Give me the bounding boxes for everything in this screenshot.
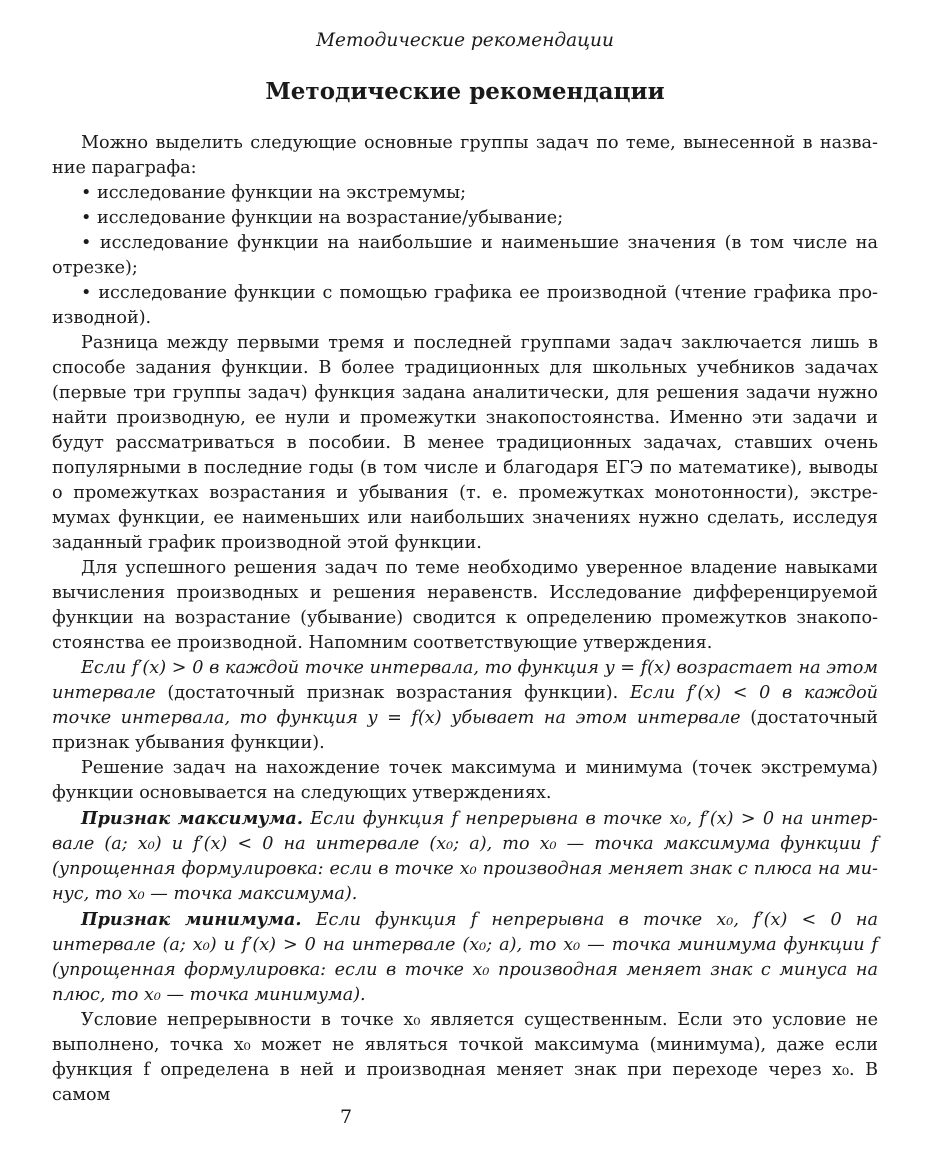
paragraph-difference: Разница между первыми тремя и последней группами задач заключается лишь в способе задания функции. В более традиционных для школьных учебников задачах (первые три группы задач) функция задана аналитически, для решения задачи нужно найти производную, ее нули и промежутки знакопостоянства. Именно эти задачи и будут рассматриваться в пособии. В менее традиционных задачах, ставших очень популярными в последние годы (в том числе и благодаря ЕГЭ по математике), выводы о промежутках возрастания и убывания (т. е. промежутках монотонности), экстремумах функции, ее наименьших или наибольших значениях нужно сделать, исследуя заданный график производной этой функции.: [52, 333, 878, 553]
paragraph-success: Для успешного решения задач по теме необходимо уверенное владение навыками вычисления производных и решения неравенств. Исследование дифференцируемой функции на возрастание (убывание) сводится к определению промежутков знакопостоянства ее производной. Напомним соответствующие утверждения.: [52, 558, 878, 653]
paragraph-monotonic: [52, 656, 878, 756]
monotonic-decrease-note: (достаточный признак убывания функции).: [52, 708, 878, 753]
body-text: [52, 131, 878, 1108]
monotonic-increase-note: (достаточный признак возрастания функции).: [167, 683, 619, 703]
page-number: 7: [339, 1106, 353, 1128]
paragraph-max-criterion: [52, 806, 878, 907]
paragraph-extremum-intro: Решение задач на нахождение точек максимума и минимума (точек экстремума) функции основывается на следующих утверждениях.: [52, 758, 878, 803]
section-title: Методические рекомендации: [265, 78, 665, 105]
paragraph-continuity: Условие непрерывности в точке x₀ является существенным. Если это условие не выполнено, точка x₀ может не являться точкой максимума (минимума), даже если функция f определена в ней и производная меняет знак при переходе через x₀. В самом: [52, 1010, 878, 1105]
paragraph-intro: Можно выделить следующие основные группы задач по теме, вынесенной в название параграфа:: [52, 133, 878, 178]
bullet-item: • исследование функции с помощью графика ее производной (чтение графика производной).: [52, 283, 878, 328]
min-criterion-label: Признак минимума.: [81, 909, 302, 930]
max-criterion-simplified: (упрощенная формулировка: если в точке x₀ производная меняет знак с плюса на минус, то x₀ — точка максимума).: [52, 859, 878, 904]
monotonic-decrease-statement: Если f′(x) < 0 в каждой точке интервала, то функция y = f(x) убывает на этом интервале: [52, 683, 879, 728]
bullet-item: • исследование функции на экстремумы;: [81, 183, 467, 203]
min-criterion-simplified: (упрощенная формулировка: если в точке x₀ производная меняет знак с минуса на плюс, то x₀ — точка минимума).: [52, 960, 878, 1005]
min-criterion-text: Если функция f непрерывна в точке x₀, f′(x) < 0 на интервале (a; x₀) и f′(x) > 0 на интервале (x₀; a), то x₀ — точка минимума функции f: [52, 910, 879, 955]
paragraph-min-criterion: [52, 907, 878, 1008]
max-criterion-text: Если функция f непрерывна в точке x₀, f′(x) > 0 на интервале (a; x₀) и f′(x) < 0 на интервале (x₀; a), то x₀ — точка максимума функции f: [52, 809, 878, 854]
bullet-item: • исследование функции на возрастание/убывание;: [81, 208, 564, 228]
monotonic-increase-statement: Если f′(x) > 0 в каждой точке интервала, то функция y = f(x) возрастает на этом интервале: [52, 658, 878, 703]
bullet-item: • исследование функции на наибольшие и наименьшие значения (в том числе на отрезке);: [52, 233, 878, 278]
running-header: Методические рекомендации: [316, 30, 614, 51]
max-criterion-label: Признак максимума.: [81, 808, 303, 829]
